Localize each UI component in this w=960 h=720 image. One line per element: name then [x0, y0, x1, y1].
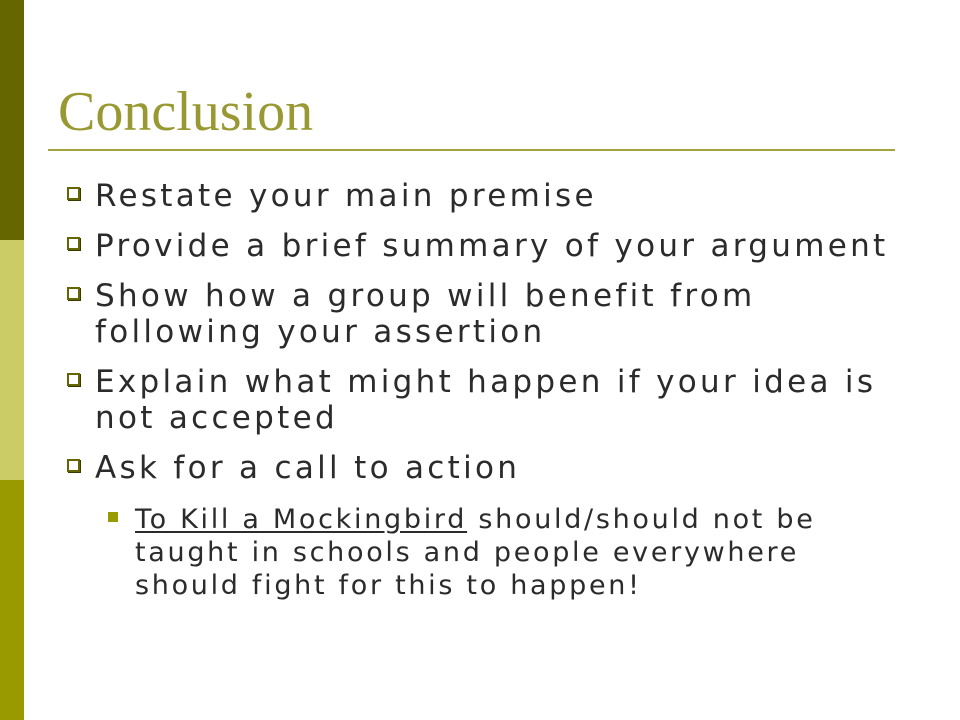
hollow-square-icon — [67, 237, 80, 250]
hollow-square-icon — [67, 287, 80, 300]
bullet-item — [95, 364, 910, 436]
hollow-square-icon — [67, 373, 80, 386]
side-bar-middle-segment — [0, 240, 24, 480]
bullet-item — [95, 278, 910, 350]
bullet-list — [95, 178, 910, 602]
title-divider — [48, 149, 895, 151]
side-bar-bottom-segment — [0, 480, 24, 720]
sub-bullet-list — [95, 503, 900, 602]
filled-square-icon — [108, 512, 118, 522]
hollow-square-icon — [67, 187, 80, 200]
book-title: To Kill a Mockingbird — [135, 504, 468, 535]
side-accent-bar — [0, 0, 24, 720]
bullet-text: Provide a brief summary of your argument — [95, 228, 889, 264]
bullet-text: Restate your main premise — [95, 178, 597, 214]
sub-bullet-text: should/should not be taught in schools and people everywhere should fight for this to happen! — [135, 504, 816, 601]
sub-bullet-item — [95, 503, 900, 602]
bullet-item — [95, 178, 910, 214]
hollow-square-icon — [67, 459, 80, 472]
bullet-text: Explain what might happen if your idea is not accepted — [95, 364, 877, 436]
bullet-text: Show how a group will benefit from following your assertion — [95, 278, 756, 350]
side-bar-top-segment — [0, 0, 24, 240]
bullet-item — [95, 450, 910, 602]
bullet-text: Ask for a call to action — [95, 450, 521, 486]
bullet-item — [95, 228, 910, 264]
slide-title: Conclusion — [58, 81, 314, 143]
